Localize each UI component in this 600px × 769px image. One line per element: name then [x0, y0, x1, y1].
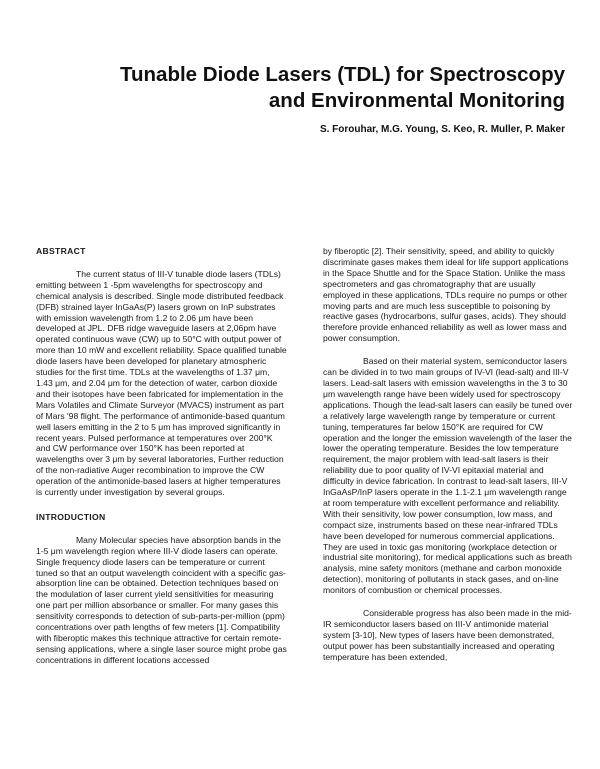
body-paragraph-3: Considerable progress has also been made in the mid-IR semiconductor lasers based on III-V antimonide material system [3-10], New types of lasers have been demonstrated, output power has been substantially increased and operating temperature has been extended, [323, 608, 572, 662]
author-list: S. Forouhar, M.G. Young, S. Keo, R. Muller, P. Maker [319, 124, 565, 135]
introduction-heading: INTRODUCTION [36, 511, 106, 522]
right-column [323, 246, 575, 675]
abstract-paragraph: The current status of III-V tunable diode lasers (TDLs) emitting between 1 -5pm wavelengths for spectroscopy and chemical analysis is described. Single mode distributed feedback (DFB) strained layer InGaAs(P) lasers grown on InP substrates with emission wavelength from 1.2 to 2.06 μm have been developed at JPL. DFB ridge waveguide lasers at 2,06pm have operated continuous wave (CW) up to 50°C with output power of more than 10 mW and excellent reliability. Space qualified tunable diode lasers have been developed for planetary atmospheric studies for the first time. TDLs at the wavelengths of 1.37 μm, 1.43 μm, and 2.04 μm for the detection of water, carbon dioxide and their isotopes have been fabricated for implementation in the Mars Volatiles and Climate Surveyor (MVACS) instrument as part of Mars '98 flight. The performance of antimonide-based quantum well lasers emitting in the 2 to 5 μm has improved significantly in recent years. Pulsed performance at temperatures over 200°K and CW performance over 150°K has been reported at wavelengths over 3 μm by several laboratories, Further reduction of the non-radiative Auger recombination to improve the CW operation of the antimonide-based lasers at higher temperatures is currently under investigation by several groups. [36, 268, 287, 498]
left-column [36, 246, 288, 678]
body-paragraph-1: by fiberoptic [2]. Their sensitivity, speed, and ability to quickly discriminate gases makes them ideal for life support applications in the Space Shuttle and for the Space Station. Unlike the mass spectrometers and gas chromatography that are usually employed in these applications, TDLs require no pumps or other moving parts and are much less susceptible to poisoning by reactive gases (hydrocarbons, sulfur gases, acids). They should therefore provide enhanced reliability as well as lower mass and power consumption. [323, 246, 569, 344]
title-line-2: and Environmental Monitoring [268, 89, 565, 112]
title-line-1: Tunable Diode Lasers (TDL) for Spectroscopy [120, 63, 565, 86]
paper-title [25, 62, 565, 114]
introduction-paragraph: Many Molecular species have absorption bands in the 1-5 μm wavelength region where III-V diode lasers can operate. Single frequency diode lasers can be temperature or current tuned so that an output wavelength coincident with a specific gas-absorption line can be obtained. Detection techniques based on the modulation of laser current yield sensitivities for measuring one part per million absorbance or smaller. For many gases this sensitivity corresponds to detection of sub-parts-per-million (ppm) concentrations over path lengths of few meters [1]. Compatibility with fiberoptic makes this technique attractive for certain remote-sensing applications, where a single laser source might probe gas concentrations in different locations accessed [36, 534, 287, 665]
abstract-heading: ABSTRACT [36, 246, 86, 256]
body-paragraph-2: Based on their material system, semiconductor lasers can be divided in to two main groups of IV-VI (lead-salt) and III-V lasers. Lead-salt lasers with emission wavelengths in the 3 to 30 μm wavelength range have been widely used for spectroscopy applications. Though the lead-salt lasers can easily be tuned over a relatively large wavelength range by temperature or current tuning, temperatures far below 150°K are required for CW operation and the longer the emission wavelength of the laser the lower the operating temperature. Besides the low temperature requirement, the major problem with lead-salt lasers is their reliability due to poor quality of IV-VI epitaxial material and difficulty in device fabrication. In contrast to lead-salt lasers, III-V InGaAsP/InP lasers operate in the 1.1-2.1 μm wavelength range at room temperature with excellent performance and reliability. With their sensitivity, low power consumption, low mass, and compact size, instruments based on these near-infrared TDLs have been developed for numerous commercial applications. They are used in toxic gas monitoring (workplace detection or industrial site monitoring), for medical applications such as breath analysis, mine safety monitors (methane and carbon monoxide detection), monitoring of pollutants in stack gases, and on-line monitors of combustion or chemical processes. [323, 356, 573, 596]
